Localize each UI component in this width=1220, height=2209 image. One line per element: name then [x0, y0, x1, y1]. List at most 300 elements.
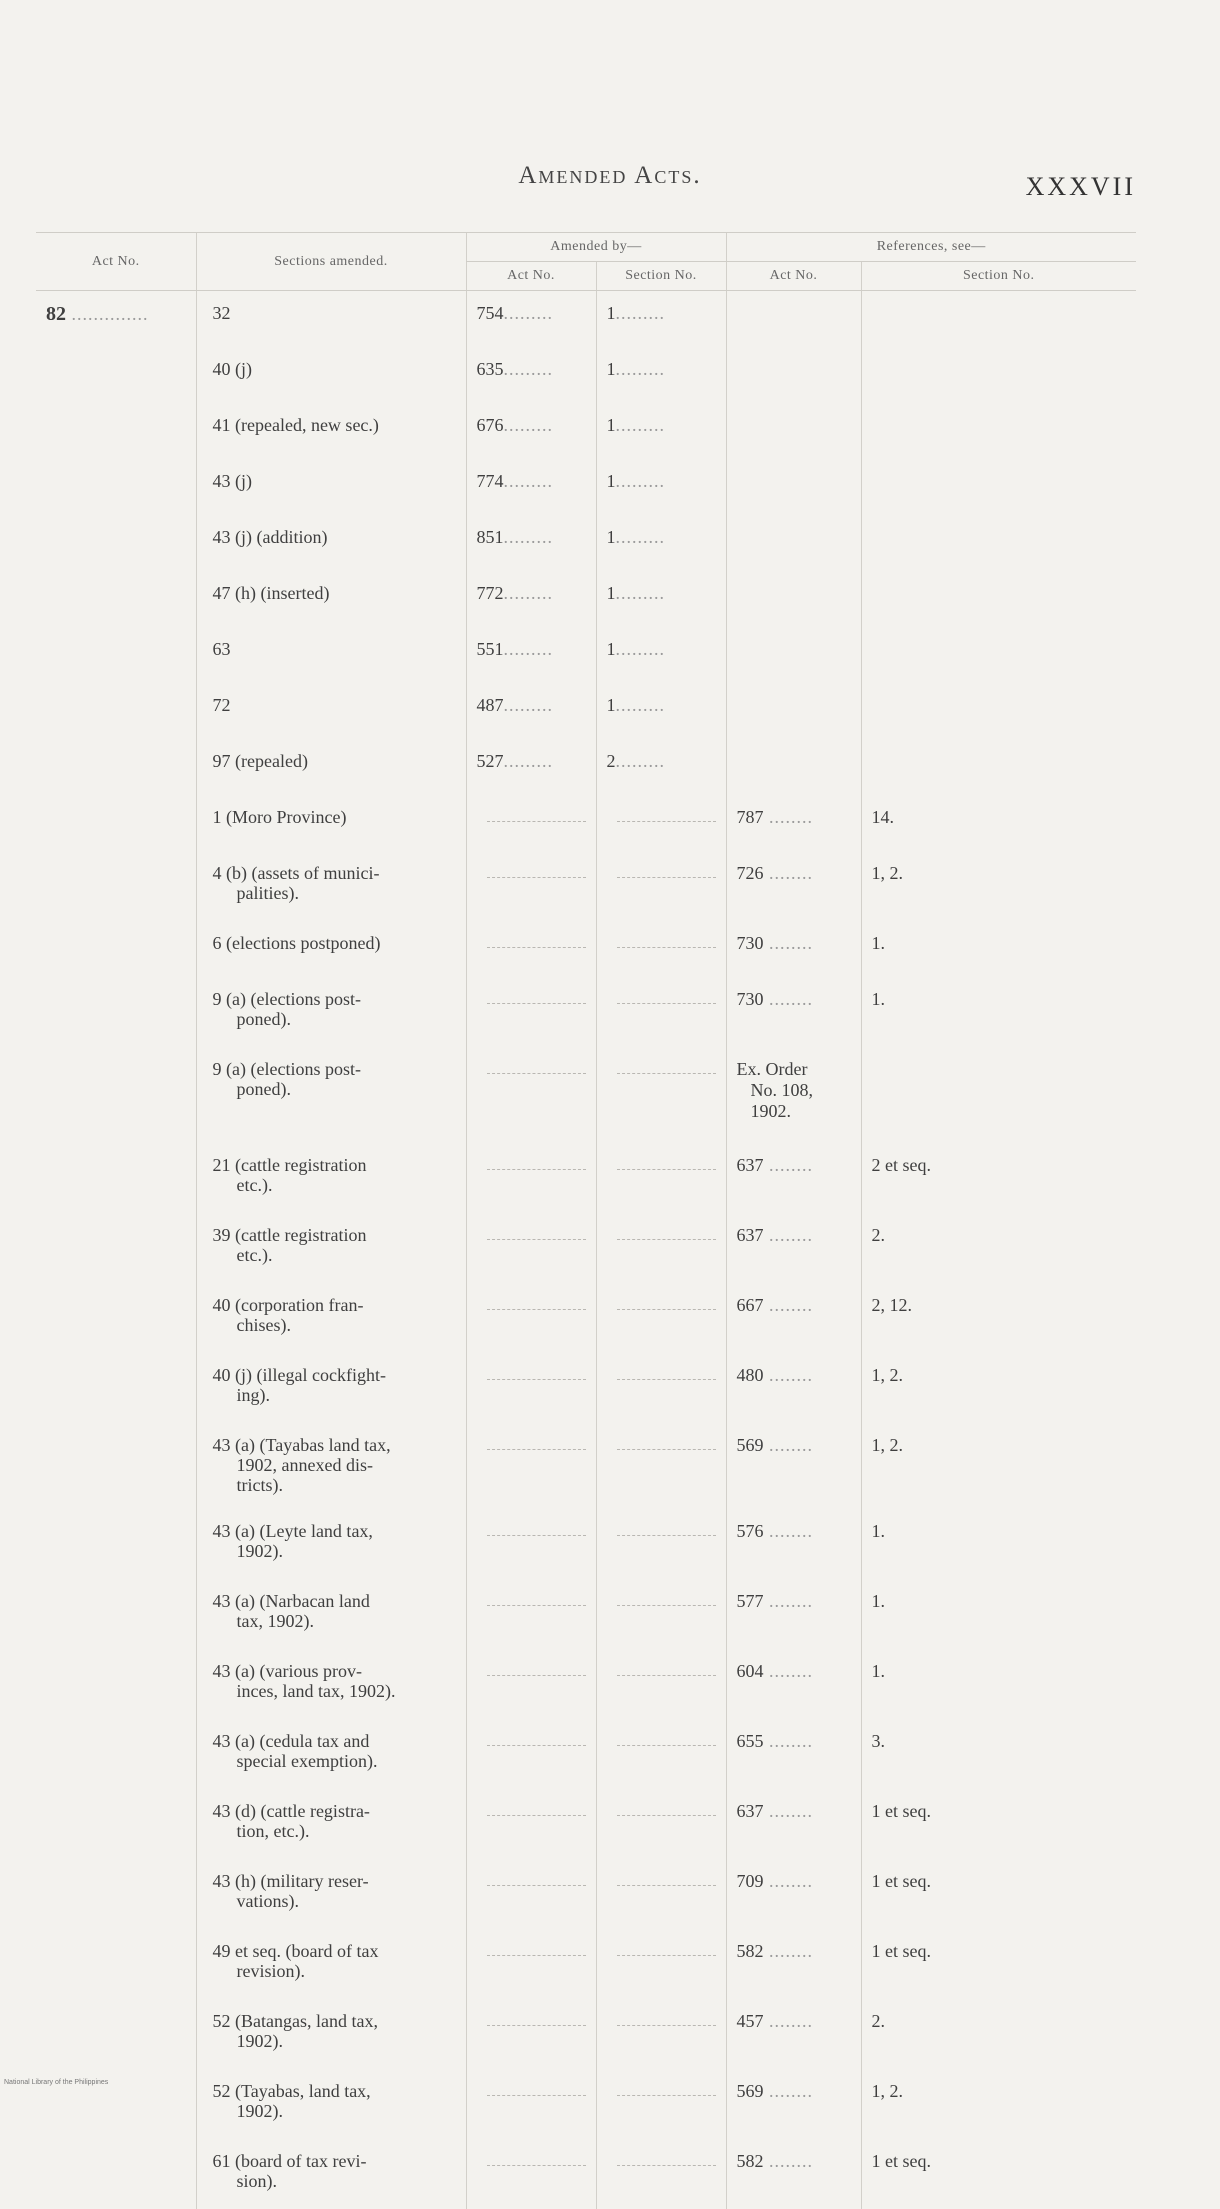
- cell-section: [196, 347, 466, 403]
- cell-amend-section: [596, 851, 726, 921]
- cell-ref-act: [726, 403, 861, 459]
- cell-amend-act: [466, 1509, 596, 1579]
- cell-amend-section: [596, 2139, 726, 2209]
- section-text: 47 (h) (inserted): [213, 583, 466, 603]
- empty-dash: [617, 2025, 716, 2026]
- cell-amend-act: [466, 1213, 596, 1283]
- section-text: 6 (elections postponed): [213, 933, 466, 953]
- ref-section-value: 3.: [872, 1731, 886, 1751]
- ref-section-value: 1 et seq.: [872, 1801, 931, 1821]
- cell-act-no: [36, 977, 196, 1047]
- empty-dash: [617, 877, 716, 878]
- cell-ref-act: 569 ........: [726, 1423, 861, 1509]
- cell-amend-act: [466, 1283, 596, 1353]
- cell-act-no: [36, 1999, 196, 2069]
- ref-act-value: 730: [737, 989, 764, 1009]
- amend-act-value: 754: [477, 303, 504, 323]
- cell-ref-act: [726, 515, 861, 571]
- cell-ref-section: [861, 1999, 1136, 2069]
- empty-dash: [487, 1003, 586, 1004]
- cell-amend-section: [596, 1719, 726, 1789]
- section-text: 40 (j): [213, 359, 466, 379]
- cell-section: [196, 1423, 466, 1509]
- cell-ref-section: [861, 1509, 1136, 1579]
- amend-act-value: 774: [477, 471, 504, 491]
- table-row: [36, 1859, 1136, 1929]
- ref-section-value: 1, 2.: [872, 863, 904, 883]
- cell-amend-act: [466, 921, 596, 977]
- cell-amend-section: [596, 1579, 726, 1649]
- cell-ref-section: [861, 2139, 1136, 2209]
- ref-section-value: 2.: [872, 1225, 886, 1245]
- ref-section-value: 14.: [872, 807, 895, 827]
- section-text: 43 (a) (cedula tax and: [213, 1731, 466, 1751]
- cell-section: [196, 851, 466, 921]
- table-row: [36, 921, 1136, 977]
- ref-act-value: 480: [737, 1365, 764, 1385]
- cell-act-no: [36, 1929, 196, 1999]
- cell-section: [196, 1789, 466, 1859]
- table-row: [36, 683, 1136, 739]
- empty-dash: [487, 821, 586, 822]
- table-row: [36, 515, 1136, 571]
- cell-act-no: [36, 459, 196, 515]
- amend-section-value: 2: [607, 751, 616, 771]
- cell-amend-act: [466, 1859, 596, 1929]
- empty-dash: [617, 1003, 716, 1004]
- table-row: [36, 1999, 1136, 2069]
- ref-act-value: 709: [737, 1871, 764, 1891]
- cell-section: [196, 459, 466, 515]
- cell-act-no: [36, 1509, 196, 1579]
- cell-ref-act: 730 ........: [726, 921, 861, 977]
- cell-amend-act: [466, 1649, 596, 1719]
- cell-ref-section: [861, 921, 1136, 977]
- cell-act-no: 82 ..............: [36, 291, 196, 348]
- cell-ref-section: [861, 291, 1136, 348]
- subheader-ref-section-no: Section No.: [861, 262, 1136, 291]
- cell-ref-act: 569 ........: [726, 2069, 861, 2139]
- cell-act-no: [36, 1353, 196, 1423]
- cell-section: [196, 795, 466, 851]
- cell-ref-section: [861, 1213, 1136, 1283]
- cell-act-no: [36, 1649, 196, 1719]
- cell-ref-section: [861, 795, 1136, 851]
- section-text-cont: chises).: [213, 1315, 466, 1335]
- amend-section-value: 1: [607, 583, 616, 603]
- ref-act-value: 569: [737, 1435, 764, 1455]
- amend-act-value: 772: [477, 583, 504, 603]
- cell-ref-act: 730 ........: [726, 977, 861, 1047]
- ref-section-value: 1 et seq.: [872, 2151, 931, 2171]
- cell-amend-section: 1.........: [596, 571, 726, 627]
- table-body: [36, 291, 1136, 2209]
- cell-section: [196, 683, 466, 739]
- cell-ref-section: [861, 1353, 1136, 1423]
- section-text-cont: 1902, annexed dis-: [213, 1455, 466, 1475]
- cell-section: [196, 1719, 466, 1789]
- section-text: 21 (cattle registration: [213, 1155, 466, 1175]
- cell-amend-section: [596, 1859, 726, 1929]
- amend-section-value: 1: [607, 303, 616, 323]
- cell-ref-act: 787 ........: [726, 795, 861, 851]
- ref-section-value: 1, 2.: [872, 2081, 904, 2101]
- empty-dash: [617, 821, 716, 822]
- cell-ref-section: [861, 1719, 1136, 1789]
- cell-amend-act: [466, 1353, 596, 1423]
- ref-act-value: 667: [737, 1295, 764, 1315]
- cell-amend-act: 635.........: [466, 347, 596, 403]
- table-row: [36, 459, 1136, 515]
- table-row: [36, 851, 1136, 921]
- table-row: [36, 403, 1136, 459]
- ref-act-value: Ex. Order: [737, 1059, 861, 1080]
- cell-section: [196, 2139, 466, 2209]
- empty-dash: [617, 1675, 716, 1676]
- cell-amend-act: 754.........: [466, 291, 596, 348]
- cell-amend-act: 772.........: [466, 571, 596, 627]
- ref-act-value: 637: [737, 1155, 764, 1175]
- cell-amend-section: [596, 1047, 726, 1143]
- cell-ref-act: 655 ........: [726, 1719, 861, 1789]
- ref-section-value: 2.: [872, 2011, 886, 2031]
- cell-ref-act: 457 ........: [726, 1999, 861, 2069]
- amended-acts-table: [36, 232, 1136, 2209]
- table-row: [36, 1143, 1136, 1213]
- cell-amend-act: 527.........: [466, 739, 596, 795]
- empty-dash: [617, 1605, 716, 1606]
- amend-act-value: 851: [477, 527, 504, 547]
- cell-ref-act: [726, 291, 861, 348]
- table-row: [36, 1579, 1136, 1649]
- subheader-amend-act-no: Act No.: [466, 262, 596, 291]
- cell-section: [196, 1929, 466, 1999]
- section-text-cont: palities).: [213, 883, 466, 903]
- cell-act-no: [36, 1283, 196, 1353]
- section-text: 43 (a) (Tayabas land tax,: [213, 1435, 466, 1455]
- ref-act-value: 457: [737, 2011, 764, 2031]
- section-text-cont: sion).: [213, 2171, 466, 2191]
- cell-ref-section: [861, 683, 1136, 739]
- section-text: 43 (a) (Leyte land tax,: [213, 1521, 466, 1541]
- cell-act-no: [36, 1423, 196, 1509]
- cell-ref-section: [861, 1047, 1136, 1143]
- cell-act-no: [36, 795, 196, 851]
- ref-act-value: 726: [737, 863, 764, 883]
- cell-ref-act: [726, 1047, 861, 1143]
- header-amended-by: Amended by—: [466, 233, 726, 262]
- empty-dash: [617, 1885, 716, 1886]
- table-row: [36, 1789, 1136, 1859]
- ref-act-value: 637: [737, 1225, 764, 1245]
- section-text-cont: vations).: [213, 1891, 466, 1911]
- section-text: 43 (a) (Narbacan land: [213, 1591, 466, 1611]
- cell-ref-act: 667 ........: [726, 1283, 861, 1353]
- cell-amend-act: [466, 2069, 596, 2139]
- section-text-cont: poned).: [213, 1079, 466, 1099]
- cell-amend-section: [596, 2069, 726, 2139]
- cell-amend-section: 2.........: [596, 739, 726, 795]
- cell-ref-section: [861, 515, 1136, 571]
- empty-dash: [617, 947, 716, 948]
- section-text: 63: [213, 639, 466, 659]
- cell-amend-act: [466, 1929, 596, 1999]
- cell-amend-section: [596, 1353, 726, 1423]
- cell-act-no: [36, 571, 196, 627]
- cell-act-no: [36, 683, 196, 739]
- amend-section-value: 1: [607, 359, 616, 379]
- ref-section-value: 2 et seq.: [872, 1155, 931, 1175]
- amend-act-value: 527: [477, 751, 504, 771]
- cell-act-no: [36, 1213, 196, 1283]
- empty-dash: [487, 1169, 586, 1170]
- table-row: [36, 2069, 1136, 2139]
- section-text: 32: [213, 303, 466, 323]
- ref-section-value: 1.: [872, 1591, 886, 1611]
- header-act-no: Act No.: [36, 233, 196, 291]
- section-text: 9 (a) (elections post-: [213, 989, 466, 1009]
- ref-section-value: 1.: [872, 1661, 886, 1681]
- cell-act-no: [36, 1719, 196, 1789]
- cell-amend-section: [596, 1143, 726, 1213]
- ref-section-value: 1.: [872, 933, 886, 953]
- cell-ref-act: [726, 459, 861, 515]
- cell-amend-act: [466, 795, 596, 851]
- cell-ref-act: [726, 683, 861, 739]
- cell-amend-section: [596, 1213, 726, 1283]
- empty-dash: [617, 1815, 716, 1816]
- table-row: [36, 977, 1136, 1047]
- ref-act-value: 730: [737, 933, 764, 953]
- amend-act-value: 676: [477, 415, 504, 435]
- header-sections-amended: Sections amended.: [196, 233, 466, 291]
- cell-act-no: [36, 515, 196, 571]
- section-text-cont: revision).: [213, 1961, 466, 1981]
- ref-section-value: 2, 12.: [872, 1295, 913, 1315]
- cell-amend-act: 487.........: [466, 683, 596, 739]
- section-text: 52 (Tayabas, land tax,: [213, 2081, 466, 2101]
- table-row: [36, 1423, 1136, 1509]
- cell-amend-act: [466, 1047, 596, 1143]
- section-text: 40 (j) (illegal cockfight-: [213, 1365, 466, 1385]
- cell-act-no: [36, 1047, 196, 1143]
- cell-amend-act: [466, 1999, 596, 2069]
- empty-dash: [487, 1309, 586, 1310]
- header-references: References, see—: [726, 233, 1136, 262]
- section-text-cont: tricts).: [213, 1475, 466, 1495]
- cell-section: [196, 1649, 466, 1719]
- cell-act-no: [36, 2139, 196, 2209]
- cell-section: [196, 627, 466, 683]
- empty-dash: [487, 1745, 586, 1746]
- empty-dash: [487, 1605, 586, 1606]
- cell-ref-section: [861, 851, 1136, 921]
- section-text-cont: etc.).: [213, 1175, 466, 1195]
- amend-act-value: 551: [477, 639, 504, 659]
- section-text: 4 (b) (assets of munici-: [213, 863, 466, 883]
- cell-amend-section: 1.........: [596, 459, 726, 515]
- ref-act-value-cont: 1902.: [737, 1101, 861, 1122]
- section-text-cont: 1902).: [213, 1541, 466, 1561]
- cell-ref-act: 582 ........: [726, 1929, 861, 1999]
- cell-amend-act: 774.........: [466, 459, 596, 515]
- cell-section: [196, 403, 466, 459]
- cell-ref-section: [861, 403, 1136, 459]
- cell-section: [196, 1143, 466, 1213]
- section-text: 9 (a) (elections post-: [213, 1059, 466, 1079]
- ref-act-value: 637: [737, 1801, 764, 1821]
- cell-amend-section: [596, 795, 726, 851]
- cell-section: [196, 739, 466, 795]
- cell-ref-act: 577 ........: [726, 1579, 861, 1649]
- ref-act-value-cont: No. 108,: [737, 1080, 861, 1101]
- table-row: [36, 627, 1136, 683]
- table-row: [36, 1047, 1136, 1143]
- table-row: [36, 1649, 1136, 1719]
- cell-act-no: [36, 739, 196, 795]
- empty-dash: [617, 1535, 716, 1536]
- cell-act-no: [36, 403, 196, 459]
- empty-dash: [487, 2165, 586, 2166]
- empty-dash: [617, 1449, 716, 1450]
- cell-section: [196, 1859, 466, 1929]
- ref-act-value: 577: [737, 1591, 764, 1611]
- cell-amend-section: [596, 921, 726, 977]
- table-row: [36, 1213, 1136, 1283]
- table-row: [36, 291, 1136, 348]
- cell-act-no: [36, 1143, 196, 1213]
- table-row: [36, 795, 1136, 851]
- section-text: 97 (repealed): [213, 751, 466, 771]
- section-text: 43 (j): [213, 471, 466, 491]
- ref-section-value: 1 et seq.: [872, 1941, 931, 1961]
- ref-act-value: 569: [737, 2081, 764, 2101]
- amend-act-value: 635: [477, 359, 504, 379]
- cell-amend-act: [466, 851, 596, 921]
- empty-dash: [617, 1073, 716, 1074]
- cell-ref-section: [861, 1859, 1136, 1929]
- cell-amend-act: [466, 1423, 596, 1509]
- ref-act-value: 655: [737, 1731, 764, 1751]
- table-row: [36, 739, 1136, 795]
- section-text: 43 (a) (various prov-: [213, 1661, 466, 1681]
- cell-amend-section: [596, 1423, 726, 1509]
- ref-section-value: 1, 2.: [872, 1435, 904, 1455]
- cell-amend-section: 1.........: [596, 347, 726, 403]
- section-text: 61 (board of tax revi-: [213, 2151, 466, 2171]
- section-text-cont: 1902).: [213, 2101, 466, 2121]
- empty-dash: [617, 1745, 716, 1746]
- cell-section: [196, 2069, 466, 2139]
- section-text-cont: poned).: [213, 1009, 466, 1029]
- cell-amend-section: [596, 1649, 726, 1719]
- cell-ref-section: [861, 1143, 1136, 1213]
- amend-section-value: 1: [607, 639, 616, 659]
- cell-amend-act: 551.........: [466, 627, 596, 683]
- cell-ref-act: [726, 739, 861, 795]
- empty-dash: [487, 1449, 586, 1450]
- cell-amend-section: [596, 1789, 726, 1859]
- empty-dash: [617, 2165, 716, 2166]
- cell-ref-act: 637 ........: [726, 1213, 861, 1283]
- cell-section: [196, 977, 466, 1047]
- cell-ref-act: [726, 347, 861, 403]
- table-row: [36, 2139, 1136, 2209]
- section-text: 72: [213, 695, 466, 715]
- section-text: 39 (cattle registration: [213, 1225, 466, 1245]
- cell-ref-act: 582 ........: [726, 2139, 861, 2209]
- cell-act-no: [36, 347, 196, 403]
- cell-section: [196, 1283, 466, 1353]
- cell-section: [196, 921, 466, 977]
- table-row: [36, 1283, 1136, 1353]
- footer-note: National Library of the Philippines: [4, 2079, 108, 2086]
- cell-ref-section: [861, 2069, 1136, 2139]
- section-text-cont: 1902).: [213, 2031, 466, 2051]
- cell-amend-act: [466, 1579, 596, 1649]
- cell-amend-act: [466, 2139, 596, 2209]
- cell-ref-act: 637 ........: [726, 1789, 861, 1859]
- empty-dash: [617, 1309, 716, 1310]
- ref-section-value: 1.: [872, 989, 886, 1009]
- cell-section: [196, 1213, 466, 1283]
- ref-act-value: 582: [737, 1941, 764, 1961]
- section-text: 43 (h) (military reser-: [213, 1871, 466, 1891]
- section-text: 43 (j) (addition): [213, 527, 466, 547]
- page-title: Amended Acts.: [0, 162, 1220, 190]
- ref-act-value: 576: [737, 1521, 764, 1541]
- cell-amend-act: [466, 977, 596, 1047]
- cell-section: [196, 1047, 466, 1143]
- amend-section-value: 1: [607, 527, 616, 547]
- cell-act-no: [36, 1579, 196, 1649]
- empty-dash: [487, 1675, 586, 1676]
- page-number: XXXVII: [1026, 172, 1136, 202]
- table-row: [36, 571, 1136, 627]
- cell-ref-section: [861, 347, 1136, 403]
- empty-dash: [617, 1239, 716, 1240]
- empty-dash: [487, 1885, 586, 1886]
- empty-dash: [487, 1239, 586, 1240]
- ref-section-value: 1.: [872, 1521, 886, 1541]
- subheader-amend-section-no: Section No.: [596, 262, 726, 291]
- cell-ref-act: 604 ........: [726, 1649, 861, 1719]
- cell-amend-act: [466, 1143, 596, 1213]
- cell-ref-section: [861, 627, 1136, 683]
- cell-amend-section: [596, 1999, 726, 2069]
- cell-ref-act: 726 ........: [726, 851, 861, 921]
- ref-section-value: 1, 2.: [872, 1365, 904, 1385]
- cell-ref-act: [726, 571, 861, 627]
- ref-act-value: 604: [737, 1661, 764, 1681]
- section-text: 49 et seq. (board of tax: [213, 1941, 466, 1961]
- cell-act-no: [36, 851, 196, 921]
- empty-dash: [617, 1379, 716, 1380]
- cell-ref-section: [861, 1423, 1136, 1509]
- cell-amend-section: [596, 1283, 726, 1353]
- empty-dash: [617, 1955, 716, 1956]
- cell-ref-act: 637 ........: [726, 1143, 861, 1213]
- section-text-cont: tax, 1902).: [213, 1611, 466, 1631]
- cell-section: [196, 1509, 466, 1579]
- ref-act-value: 787: [737, 807, 764, 827]
- section-text-cont: ing).: [213, 1385, 466, 1405]
- cell-ref-section: [861, 1579, 1136, 1649]
- empty-dash: [487, 877, 586, 878]
- amend-section-value: 1: [607, 695, 616, 715]
- cell-amend-section: 1.........: [596, 627, 726, 683]
- cell-ref-section: [861, 1929, 1136, 1999]
